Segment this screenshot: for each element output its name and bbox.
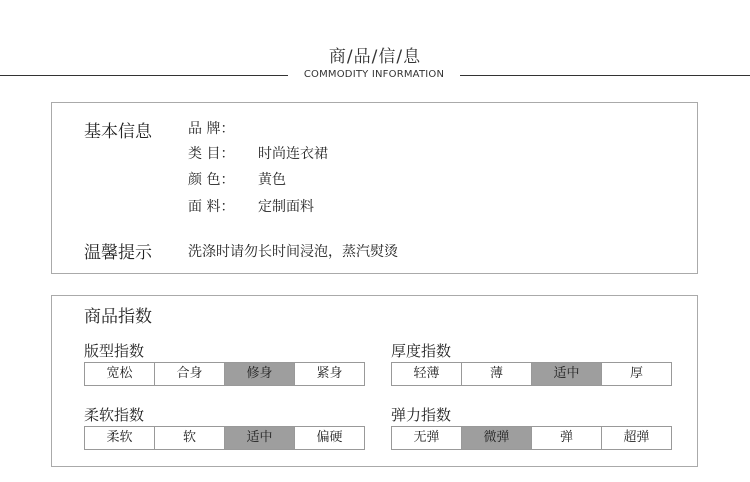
elasticity-index-label: 弹力指数 [391,406,452,424]
product-index-title: 商品指数 [84,307,152,327]
index-option: 修身 [225,363,295,385]
basic-info-panel [51,102,698,274]
info-label: 面 料： [188,199,235,215]
info-row-fabric [188,196,314,216]
index-option: 微弹 [462,427,532,449]
info-row-category [188,143,328,163]
softness-index-label: 柔软指数 [84,406,145,424]
index-option: 适中 [532,363,602,385]
fit-index-scale [84,362,365,386]
index-option: 适中 [225,427,295,449]
index-option: 软 [155,427,225,449]
index-option: 无弹 [392,427,462,449]
elasticity-index-scale [391,426,672,450]
index-option: 薄 [462,363,532,385]
softness-index-scale [84,426,365,450]
info-row-color [188,169,286,189]
info-label: 类 目： [188,146,235,162]
info-value: 定制面料 [258,199,314,215]
index-option: 轻薄 [392,363,462,385]
fit-index-label: 版型指数 [84,342,145,360]
header-divider [0,67,750,83]
index-option: 宽松 [85,363,155,385]
thickness-index-label: 厚度指数 [391,342,452,360]
info-value: 时尚连衣裙 [258,146,328,162]
thickness-index-scale [391,362,672,386]
header-title: 商/品/信/息 [328,47,422,67]
index-option: 柔软 [85,427,155,449]
info-label: 品 牌： [188,121,235,137]
tips-text: 洗涤时请勿长时间浸泡，蒸汽熨烫 [188,244,398,260]
index-option: 厚 [629,366,643,381]
basic-info-title: 基本信息 [84,122,152,142]
index-option: 紧身 [316,366,343,381]
divider-right-line [460,75,750,76]
product-index-panel [51,295,698,467]
index-option: 超弹 [623,430,650,445]
tips-title: 温馨提示 [84,243,152,263]
index-option: 弹 [532,427,602,449]
header-subtitle: COMMODITY INFORMATION [303,69,445,80]
info-value: 黄色 [258,172,286,188]
info-label: 颜 色： [188,172,235,188]
index-option: 偏硬 [316,430,343,445]
divider-left-line [0,75,288,76]
index-option: 合身 [155,363,225,385]
info-row-brand [188,118,258,138]
